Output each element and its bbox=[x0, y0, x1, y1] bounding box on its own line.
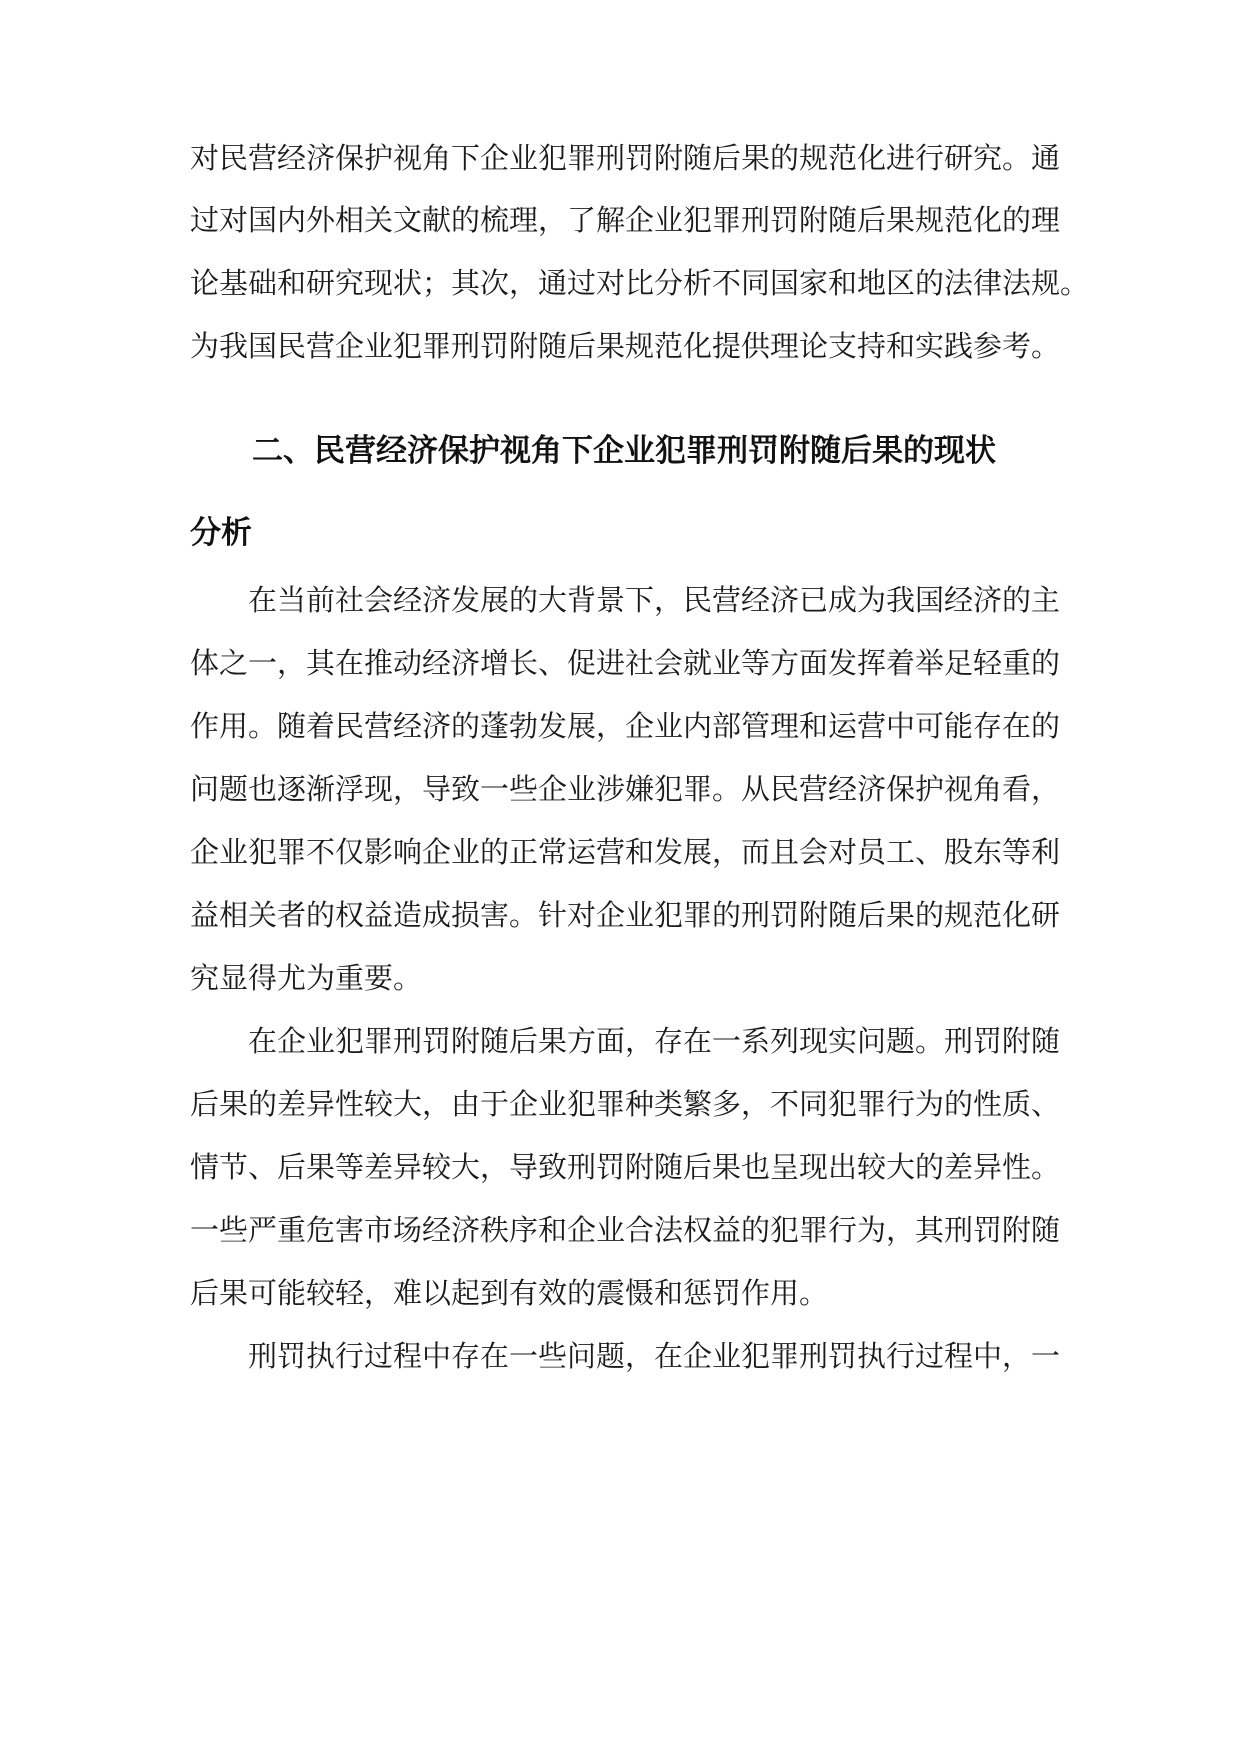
text-line: 一些严重危害市场经济秩序和企业合法权益的犯罪行为，其刑罚附随 bbox=[190, 1213, 1061, 1247]
text-line: 情节、后果等差异较大，导致刑罚附随后果也呈现出较大的差异性。 bbox=[190, 1150, 1061, 1184]
text-line: 刑罚执行过程中存在一些问题，在企业犯罪刑罚执行过程中，一 bbox=[248, 1339, 1061, 1373]
text-line: 企业犯罪不仅影响企业的正常运营和发展，而且会对员工、股东等利 bbox=[190, 835, 1061, 869]
text-line: 后果的差异性较大，由于企业犯罪种类繁多，不同犯罪行为的性质、 bbox=[190, 1087, 1061, 1121]
heading-line: 分析 bbox=[190, 515, 252, 551]
text-line: 为我国民营企业犯罪刑罚附随后果规范化提供理论支持和实践参考。 bbox=[190, 329, 1061, 363]
text-line: 问题也逐渐浮现，导致一些企业涉嫌犯罪。从民营经济保护视角看， bbox=[190, 772, 1061, 806]
text-line: 体之一，其在推动经济增长、促进社会就业等方面发挥着举足轻重的 bbox=[190, 646, 1061, 680]
text-line: 作用。随着民营经济的蓬勃发展，企业内部管理和运营中可能存在的 bbox=[190, 709, 1061, 743]
text-line: 后果可能较轻，难以起到有效的震慑和惩罚作用。 bbox=[190, 1276, 829, 1310]
text-line: 对民营经济保护视角下企业犯罪刑罚附随后果的规范化进行研究。通 bbox=[190, 141, 1061, 175]
text-line: 论基础和研究现状；其次，通过对比分析不同国家和地区的法律法规。 bbox=[190, 266, 1090, 300]
text-line: 益相关者的权益造成损害。针对企业犯罪的刑罚附随后果的规范化研 bbox=[190, 898, 1061, 932]
text-line: 究显得尤为重要。 bbox=[190, 961, 423, 995]
text-line: 过对国内外相关文献的梳理，了解企业犯罪刑罚附随后果规范化的理 bbox=[190, 203, 1061, 237]
text-line: 在当前社会经济发展的大背景下，民营经济已成为我国经济的主 bbox=[248, 583, 1061, 617]
text-line: 在企业犯罪刑罚附随后果方面，存在一系列现实问题。刑罚附随 bbox=[248, 1024, 1061, 1058]
heading-line: 二、民营经济保护视角下企业犯罪刑罚附随后果的现状 bbox=[252, 433, 996, 469]
